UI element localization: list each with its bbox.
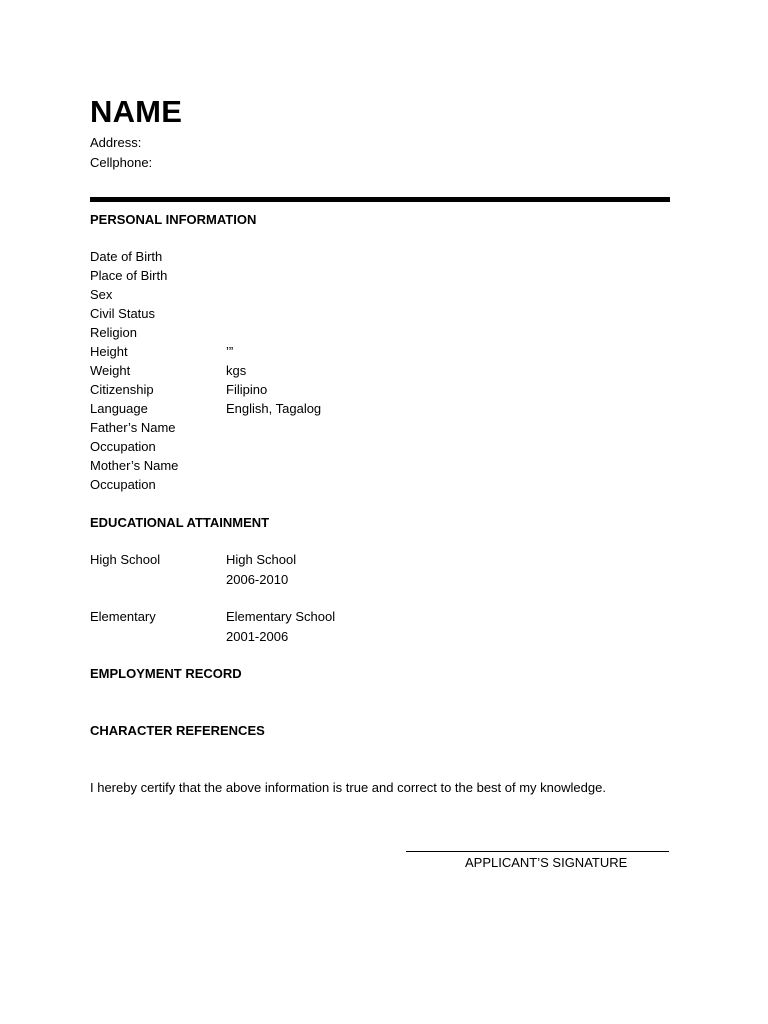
signature-label: APPLICANT’S SIGNATURE: [465, 855, 628, 870]
education-heading: EDUCATIONAL ATTAINMENT: [90, 515, 270, 530]
personal-row-label: Religion: [90, 325, 137, 340]
personal-row-label: Sex: [90, 287, 113, 302]
personal-row-label: Father’s Name: [90, 420, 176, 435]
education-school: Elementary School: [226, 609, 336, 624]
personal-info-heading: PERSONAL INFORMATION: [90, 212, 257, 227]
personal-row-label: Place of Birth: [90, 268, 168, 283]
personal-row-label: Weight: [90, 363, 131, 378]
personal-row-value: ’”: [226, 344, 234, 359]
cellphone-label: Cellphone:: [90, 155, 153, 170]
personal-row-value: kgs: [226, 363, 247, 378]
certification-statement: I hereby certify that the above information is true and correct to the best of my knowledge.: [90, 780, 606, 795]
personal-row-label: Civil Status: [90, 306, 156, 321]
personal-row-value: Filipino: [226, 382, 268, 397]
personal-row-label: Height: [90, 344, 128, 359]
applicant-name-heading: NAME: [90, 94, 183, 129]
signature-line: [406, 851, 669, 852]
personal-row-value: English, Tagalog: [226, 401, 322, 416]
education-years: 2001-2006: [226, 629, 289, 644]
employment-heading: EMPLOYMENT RECORD: [90, 666, 242, 681]
personal-row-label: Occupation: [90, 439, 156, 454]
header-divider: [90, 197, 670, 202]
education-level: High School: [90, 552, 161, 567]
references-heading: CHARACTER REFERENCES: [90, 723, 265, 738]
address-label: Address:: [90, 135, 142, 150]
personal-row-label: Language: [90, 401, 148, 416]
education-school: High School: [226, 552, 297, 567]
personal-row-label: Mother’s Name: [90, 458, 179, 473]
education-level: Elementary: [90, 609, 156, 624]
personal-row-label: Date of Birth: [90, 249, 163, 264]
education-years: 2006-2010: [226, 572, 289, 587]
personal-row-label: Occupation: [90, 477, 156, 492]
personal-row-label: Citizenship: [90, 382, 154, 397]
